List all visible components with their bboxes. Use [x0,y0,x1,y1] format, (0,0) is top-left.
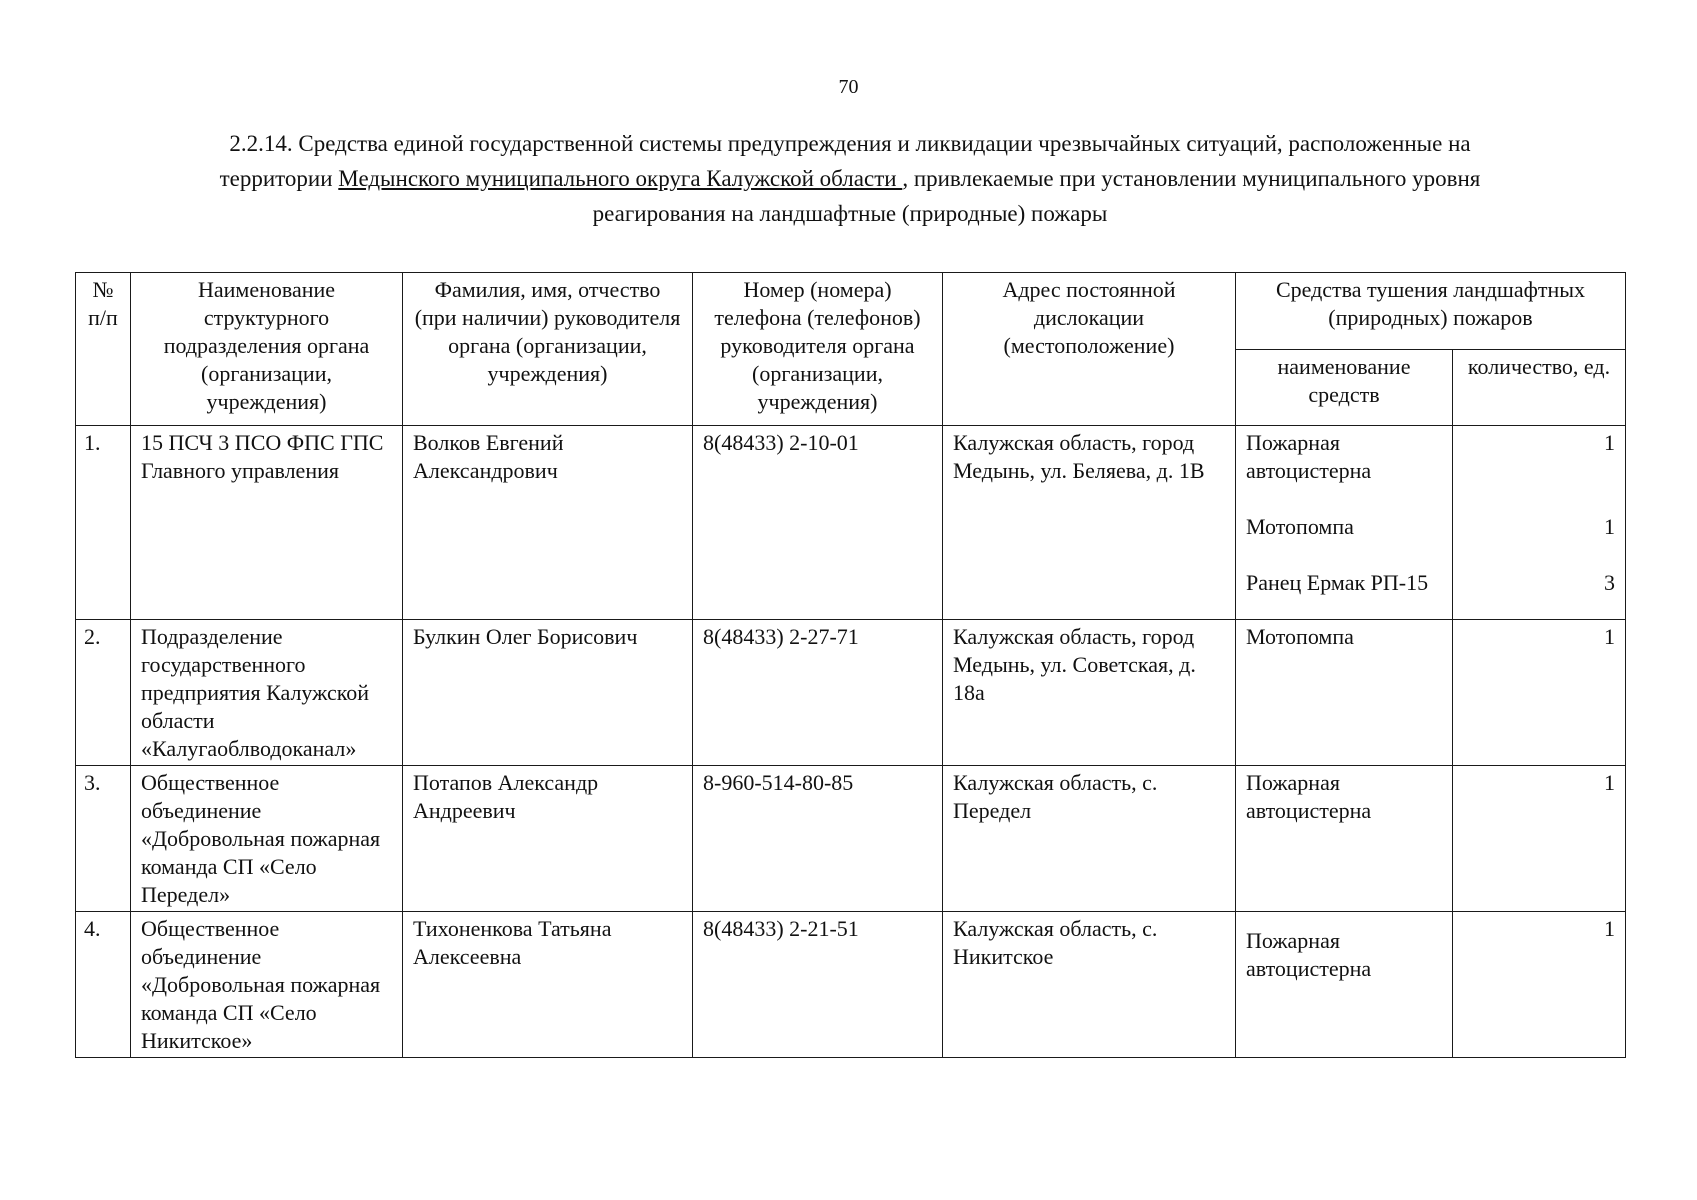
row-head: Волков Евгений Александрович [403,426,693,620]
header-row [76,273,1626,350]
heading-line-2-suffix: , привлекаемые при установлении муниципального уровня [902,166,1481,191]
row-phone: 8(48433) 2-10-01 [693,426,943,620]
means-qty: 1 [1604,514,1616,539]
row-org: 15 ПСЧ 3 ПСО ФПС ГПС Главного управления [131,426,403,620]
heading-line-1: 2.2.14. Средства единой государственной системы предупреждения и ликвидации чрезвычайных ситуаций, расположенные на [229,131,1471,156]
row-num: 3. [76,766,131,912]
means-qty: 1 [1604,430,1616,455]
means-name: Ранец Ермак РП-15 [1246,570,1429,595]
row-org: Общественное объединение «Добровольная пожарная команда СП «Село Никитское» [131,912,403,1058]
row-phone: 8(48433) 2-21-51 [693,912,943,1058]
row-means-names [1236,426,1453,620]
row-phone: 8(48433) 2-27-71 [693,620,943,766]
table-row [76,426,1626,620]
header-means-group: Средства тушения ландшафтных (природных) пожаров [1236,273,1626,350]
row-num: 4. [76,912,131,1058]
row-means-qty [1453,426,1626,620]
header-means-qty: количество, ед. [1453,349,1626,426]
header-org: Наименование структурного подразделения органа (организации, учреждения) [131,273,403,426]
section-heading [120,126,1580,231]
row-num: 2. [76,620,131,766]
row-means-names [1236,620,1453,766]
row-head: Потапов Александр Андреевич [403,766,693,912]
row-head: Булкин Олег Борисович [403,620,693,766]
means-name: Пожарная автоцистерна [1246,928,1372,981]
means-name: Мотопомпа [1246,624,1354,649]
row-org: Подразделение государственного предприятия Калужской области «Калугаоблводоканал» [131,620,403,766]
row-address: Калужская область, город Медынь, ул. Советская, д. 18а [943,620,1236,766]
means-spacer [1246,915,1442,927]
row-means-names [1236,912,1453,1058]
row-means-qty [1453,766,1626,912]
table-row [76,912,1626,1058]
row-means-names [1236,766,1453,912]
header-means-name: наименование средств [1236,349,1453,426]
heading-municipality: Медынского муниципального округа Калужской области [338,166,903,191]
row-org: Общественное объединение «Добровольная пожарная команда СП «Село Передел» [131,766,403,912]
header-head: Фамилия, имя, отчество (при наличии) руководителя органа (организации, учреждения) [403,273,693,426]
means-name: Пожарная автоцистерна [1246,770,1372,823]
means-name: Мотопомпа [1246,514,1354,539]
means-qty: 1 [1604,624,1616,649]
means-qty: 1 [1604,916,1616,941]
table-row [76,766,1626,912]
row-means-qty [1453,912,1626,1058]
forces-table [75,272,1626,1058]
row-num: 1. [76,426,131,620]
header-num: № п/п [76,273,131,426]
row-head: Тихоненкова Татьяна Алексеевна [403,912,693,1058]
row-address: Калужская область, с. Никитское [943,912,1236,1058]
row-address: Калужская область, город Медынь, ул. Беляева, д. 1В [943,426,1236,620]
means-qty: 3 [1604,570,1616,595]
row-means-qty [1453,620,1626,766]
row-phone: 8-960-514-80-85 [693,766,943,912]
header-phone: Номер (номера) телефона (телефонов) руководителя органа (организации, учреждения) [693,273,943,426]
means-qty: 1 [1604,770,1616,795]
means-name: Пожарная автоцистерна [1246,430,1372,483]
table-row [76,620,1626,766]
row-address: Калужская область, с. Передел [943,766,1236,912]
header-address: Адрес постоянной дислокации (местоположение) [943,273,1236,426]
heading-line-3: реагирования на ландшафтные (природные) пожары [592,201,1108,226]
heading-line-2-prefix: территории [219,166,339,191]
page-number: 70 [838,76,859,98]
heading-line-2 [120,161,1580,196]
